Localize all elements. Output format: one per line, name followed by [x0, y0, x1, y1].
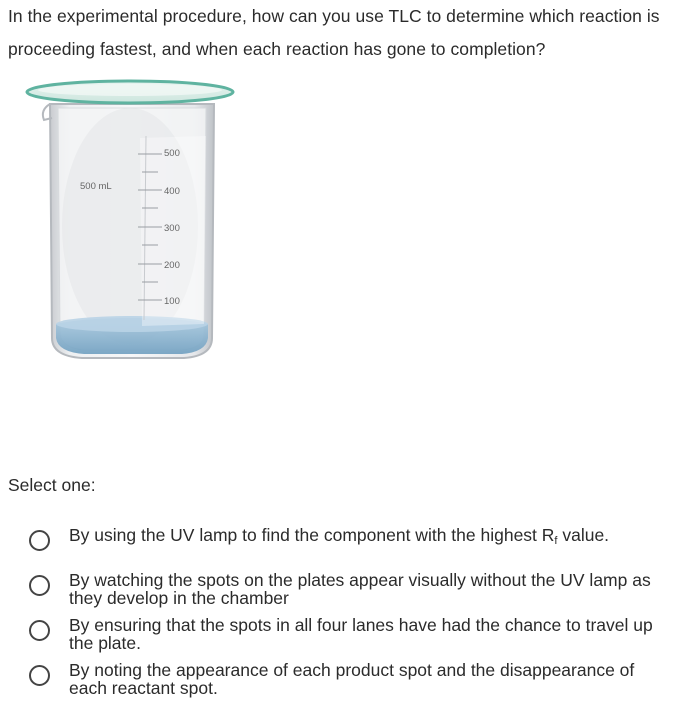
beaker-volume-label: 500 mL	[80, 181, 112, 192]
select-one-label: Select one:	[8, 475, 96, 495]
option-3-label: By ensuring that the spots in all four lanes have had the chance to travel up the plate.	[69, 615, 653, 653]
radio-button-1[interactable]	[29, 530, 50, 551]
beaker-lid	[27, 81, 233, 103]
option-1[interactable]	[29, 526, 674, 571]
radio-button-3[interactable]	[29, 620, 50, 641]
radio-button-4[interactable]	[29, 665, 50, 686]
question-text: In the experimental procedure, how can you use TLC to determine which reaction is proceeding fastest, and when each reaction has gone to completion?	[8, 6, 660, 59]
scale-mark-300: 300	[164, 223, 180, 234]
beaker-image	[22, 76, 238, 368]
scale-mark-100: 100	[164, 296, 180, 307]
option-1-label: By using the UV lamp to find the component with the highest $R_f$ value.	[69, 525, 610, 547]
radio-button-2[interactable]	[29, 575, 50, 596]
option-2-label: By watching the spots on the plates appear visually without the UV lamp as they develop in the chamber	[69, 570, 651, 608]
scale-mark-500: 500	[164, 148, 180, 159]
option-3[interactable]	[29, 616, 674, 661]
scale-mark-400: 400	[164, 186, 180, 197]
option-4-label: By noting the appearance of each product spot and the disappearance of each reactant spot.	[69, 660, 635, 698]
scale-mark-200: 200	[164, 260, 180, 271]
answer-options	[29, 526, 674, 706]
option-4[interactable]	[29, 661, 674, 706]
option-2[interactable]	[29, 571, 674, 616]
